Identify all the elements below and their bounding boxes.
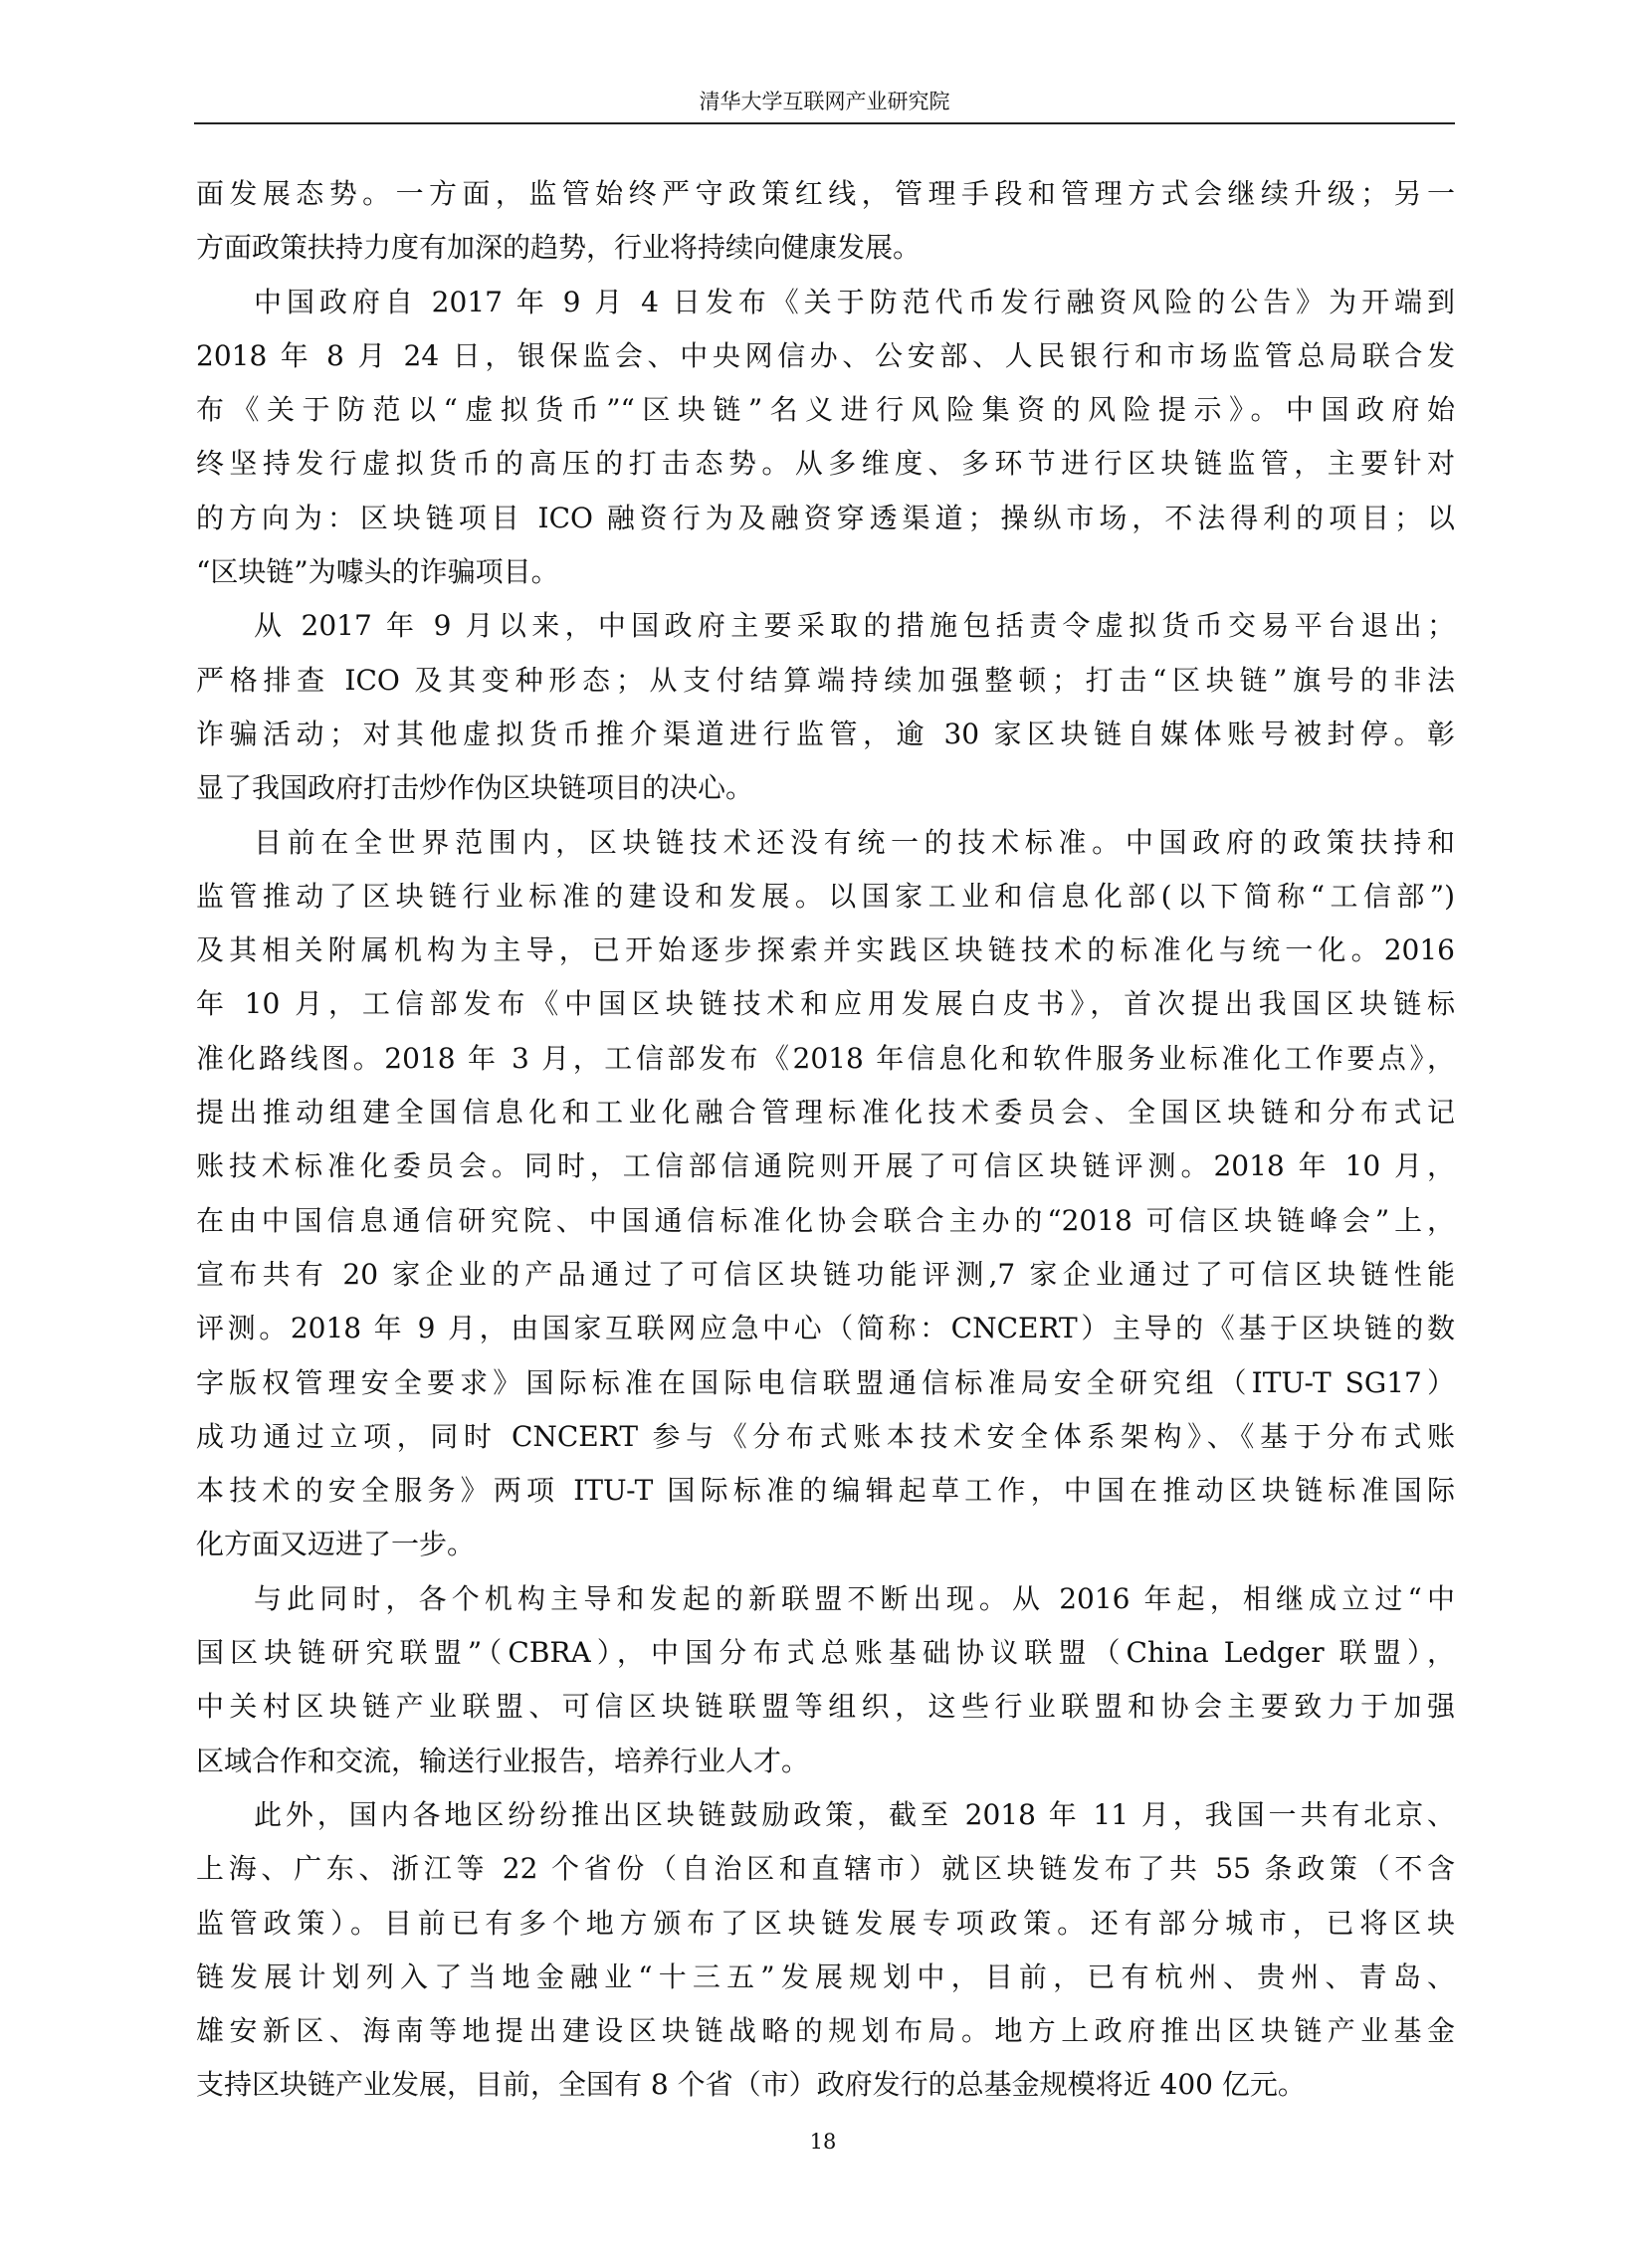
text-line: 终坚持发行虚拟货币的高压的打击态势。从多维度、多环节进行区块链监管，主要针对 [196, 447, 1455, 481]
text-line: 面发展态势。一方面，监管始终严守政策红线，管理手段和管理方式会继续升级；另一 [196, 177, 1455, 210]
text-line: 此外，国内各地区纷纷推出区块链鼓励政策，截至 2018 年 11 月，我国一共有北京、 [254, 1797, 1455, 1831]
text-line: 诈骗活动；对其他虚拟货币推介渠道进行监管，逾 30 家区块链自媒体账号被封停。彰 [196, 717, 1455, 750]
text-line: 上海、广东、浙江等 22 个省份（自治区和直辖市）就区块链发布了共 55 条政策（不含 [196, 1852, 1455, 1886]
paragraph [196, 1572, 1455, 1788]
text-line: 字版权管理安全要求》国际标准在国际电信联盟通信标准局安全研究组（ITU-T SG17） [196, 1365, 1455, 1399]
document-body [196, 167, 1455, 2113]
text-line: 评测。2018 年 9 月，由国家互联网应急中心（简称：CNCERT）主导的《基于区块链的数 [196, 1312, 1455, 1345]
text-line: 方面政策扶持力度有加深的趋势，行业将持续向健康发展。 [196, 231, 922, 265]
text-line: 国区块链研究联盟”（CBRA），中国分布式总账基础协议联盟（China Ledger 联盟）， [196, 1636, 1455, 1670]
text-line: 从 2017 年 9 月以来，中国政府主要采取的措施包括责令虚拟货币交易平台退出； [254, 609, 1455, 643]
text-line: 2018 年 8 月 24 日，银保监会、中央网信办、公安部、人民银行和市场监管总局联合发 [196, 338, 1455, 372]
text-line: 区域合作和交流，输送行业报告，培养行业人才。 [196, 1744, 810, 1777]
text-line: 布《关于防范以“虚拟货币”“区块链”名义进行风险集资的风险提示》。中国政府始 [196, 393, 1455, 427]
text-line: 监管推动了区块链行业标准的建设和发展。以国家工业和信息化部(以下简称“工信部”) [196, 879, 1455, 913]
text-line: 及其相关附属机构为主导，已开始逐步探索并实践区块链技术的标准化与统一化。2016 [196, 933, 1455, 967]
paragraph [196, 1788, 1455, 2113]
text-line: 年 10 月，工信部发布《中国区块链技术和应用发展白皮书》，首次提出我国区块链标 [196, 987, 1455, 1021]
text-line: 中关村区块链产业联盟、可信区块链联盟等组织，这些行业联盟和协会主要致力于加强 [196, 1690, 1455, 1724]
text-line: 成功通过立项，同时 CNCERT 参与《分布式账本技术安全体系架构》、《基于分布式账 [196, 1419, 1455, 1453]
paragraph [196, 816, 1455, 1572]
page-number: 18 [809, 2130, 837, 2154]
paragraph [196, 276, 1455, 600]
text-line: “区块链”为噱头的诈骗项目。 [196, 555, 559, 589]
text-line: 提出推动组建全国信息化和工业化融合管理标准化技术委员会、全国区块链和分布式记 [196, 1096, 1455, 1130]
text-line: 严格排查 ICO 及其变种形态；从支付结算端持续加强整顿；打击“区块链”旗号的非法 [196, 663, 1455, 697]
running-header: 清华大学互联网产业研究院 [699, 90, 950, 113]
text-line: 链发展计划列入了当地金融业“十三五”发展规划中，目前，已有杭州、贵州、青岛、 [196, 1959, 1455, 1993]
text-line: 在由中国信息通信研究院、中国通信标准化协会联合主办的“2018 可信区块链峰会”上， [196, 1203, 1455, 1237]
text-line: 目前在全世界范围内，区块链技术还没有统一的技术标准。中国政府的政策扶持和 [254, 825, 1455, 859]
paragraph [196, 167, 1455, 276]
text-line: 与此同时，各个机构主导和发起的新联盟不断出现。从 2016 年起，相继成立过“中 [254, 1581, 1455, 1615]
text-line: 化方面又迈进了一步。 [196, 1528, 476, 1561]
text-line: 的方向为：区块链项目 ICO 融资行为及融资穿透渠道；操纵市场，不法得利的项目；以 [196, 501, 1455, 534]
text-line: 准化路线图。2018 年 3 月，工信部发布《2018 年信息化和软件服务业标准化工作要点》， [196, 1041, 1455, 1075]
text-line: 宣布共有 20 家企业的产品通过了可信区块链功能评测,7 家企业通过了可信区块链性能 [196, 1257, 1455, 1291]
header-rule [194, 122, 1455, 124]
text-line: 显了我国政府打击炒作伪区块链项目的决心。 [196, 771, 754, 805]
text-line: 监管政策）。目前已有多个地方颁布了区块链发展专项政策。还有部分城市，已将区块 [196, 1906, 1455, 1940]
text-line: 中国政府自 2017 年 9 月 4 日发布《关于防范代币发行融资风险的公告》为开端到 [254, 285, 1455, 318]
text-line: 本技术的安全服务》两项 ITU-T 国际标准的编辑起草工作，中国在推动区块链标准国际 [196, 1474, 1455, 1508]
text-line: 账技术标准化委员会。同时，工信部信通院则开展了可信区块链评测。2018 年 10 月， [196, 1149, 1455, 1183]
text-line: 雄安新区、海南等地提出建设区块链战略的规划布局。地方上政府推出区块链产业基金 [196, 2014, 1455, 2048]
paragraph [196, 599, 1455, 815]
text-line: 支持区块链产业发展，目前，全国有 8 个省（市）政府发行的总基金规模将近 400 亿元。 [196, 2068, 1306, 2102]
